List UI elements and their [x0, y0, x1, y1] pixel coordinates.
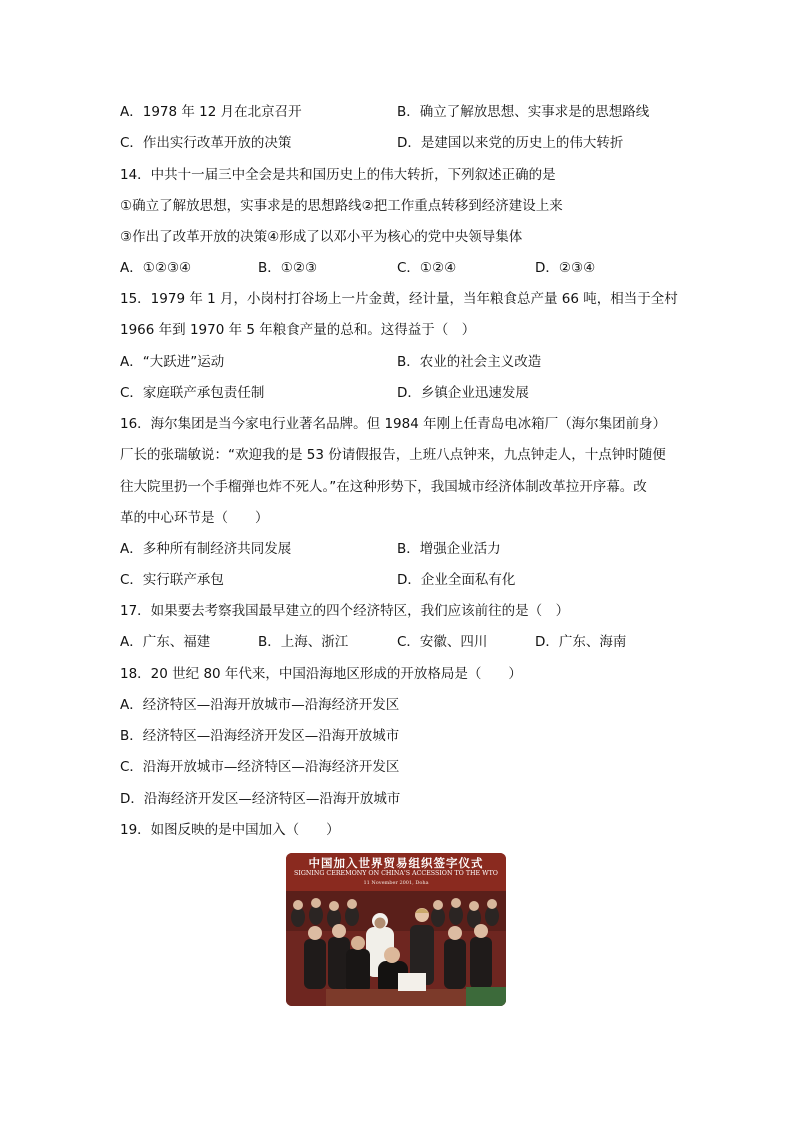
q14-item-1: ①确立了解放思想，实事求是的思想路线②把工作重点转移到经济建设上来 [120, 198, 563, 214]
q16-option-c: C．实行联产承包 [120, 572, 224, 588]
q16-option-a: A．多种所有制经济共同发展 [120, 541, 292, 557]
q14-option-d: D．②③④ [535, 260, 596, 276]
q19-stem: 19．如图反映的是中国加入（ ） [120, 822, 340, 838]
q13-option-b: B．确立了解放思想、实事求是的思想路线 [397, 104, 650, 120]
q17-stem: 17．如果要去考察我国最早建立的四个经济特区，我们应该前往的是（ ） [120, 603, 570, 619]
q15-option-c: C．家庭联产承包责任制 [120, 385, 265, 401]
q17-option-c: C．安徽、四川 [397, 634, 488, 650]
q13-option-a: A．1978 年 12 月在北京召开 [120, 104, 302, 120]
q16-option-b: B．增强企业活力 [397, 541, 501, 557]
q15-stem-line-1: 15．1979 年 1 月，小岗村打谷场上一片金黄，经计量，当年粮食总产量 66 吨，相当于全村 [120, 291, 678, 307]
photo-title-en: SIGNING CEREMONY ON CHINA'S ACCESSION TO THE WTO [294, 870, 498, 877]
photo-scene [286, 891, 506, 1006]
q18-stem: 18．20 世纪 80 年代来，中国沿海地区形成的开放格局是（ ） [120, 666, 522, 682]
q15-option-b: B．农业的社会主义改造 [397, 354, 542, 370]
q17-option-d: D．广东、海南 [535, 634, 627, 650]
q17-option-b: B．上海、浙江 [258, 634, 349, 650]
q17-option-a: A．广东、福建 [120, 634, 211, 650]
q14-option-a: A．①②③④ [120, 260, 192, 276]
q16-option-d: D．企业全面私有化 [397, 572, 516, 588]
photo-title-cn: 中国加入世界贸易组织签字仪式 [308, 856, 484, 870]
photo-date: 11 November 2001, Doha [363, 880, 429, 886]
q18-option-a: A．经济特区—沿海开放城市—沿海经济开发区 [120, 697, 400, 713]
q14-stem: 14．中共十一届三中全会是共和国历史上的伟大转折，下列叙述正确的是 [120, 167, 556, 183]
q16-stem-line-1: 16．海尔集团是当今家电行业著名品牌。但 1984 年刚上任青岛电冰箱厂（海尔集团前身） [120, 416, 667, 432]
q14-option-b: B．①②③ [258, 260, 318, 276]
q16-stem-line-4: 革的中心环节是（ ） [120, 510, 269, 526]
q18-option-d: D．沿海经济开发区—经济特区—沿海开放城市 [120, 791, 401, 807]
q18-option-b: B．经济特区—沿海经济开发区—沿海开放城市 [120, 728, 400, 744]
q16-stem-line-2: 厂长的张瑞敏说：“欢迎我的是 53 份请假报告，上班八点钟来，九点钟走人，十点钟时随便 [120, 447, 666, 463]
q15-option-a: A．“大跃进”运动 [120, 354, 225, 370]
q15-stem-line-2: 1966 年到 1970 年 5 年粮食产量的总和。这得益于（ ） [120, 322, 476, 338]
q16-stem-line-3: 往大院里扔一个手榴弹也炸不死人。”在这种形势下，我国城市经济体制改革拉开序幕。改 [120, 479, 647, 495]
q18-option-c: C．沿海开放城市—经济特区—沿海经济开发区 [120, 759, 400, 775]
wto-signing-photo [286, 853, 506, 1006]
q14-option-c: C．①②④ [397, 260, 457, 276]
q13-option-c: C．作出实行改革开放的决策 [120, 135, 292, 151]
q13-option-d: D．是建国以来党的历史上的伟大转折 [397, 135, 624, 151]
q15-option-d: D．乡镇企业迅速发展 [397, 385, 529, 401]
q14-item-2: ③作出了改革开放的决策④形成了以邓小平为核心的党中央领导集体 [120, 229, 523, 245]
